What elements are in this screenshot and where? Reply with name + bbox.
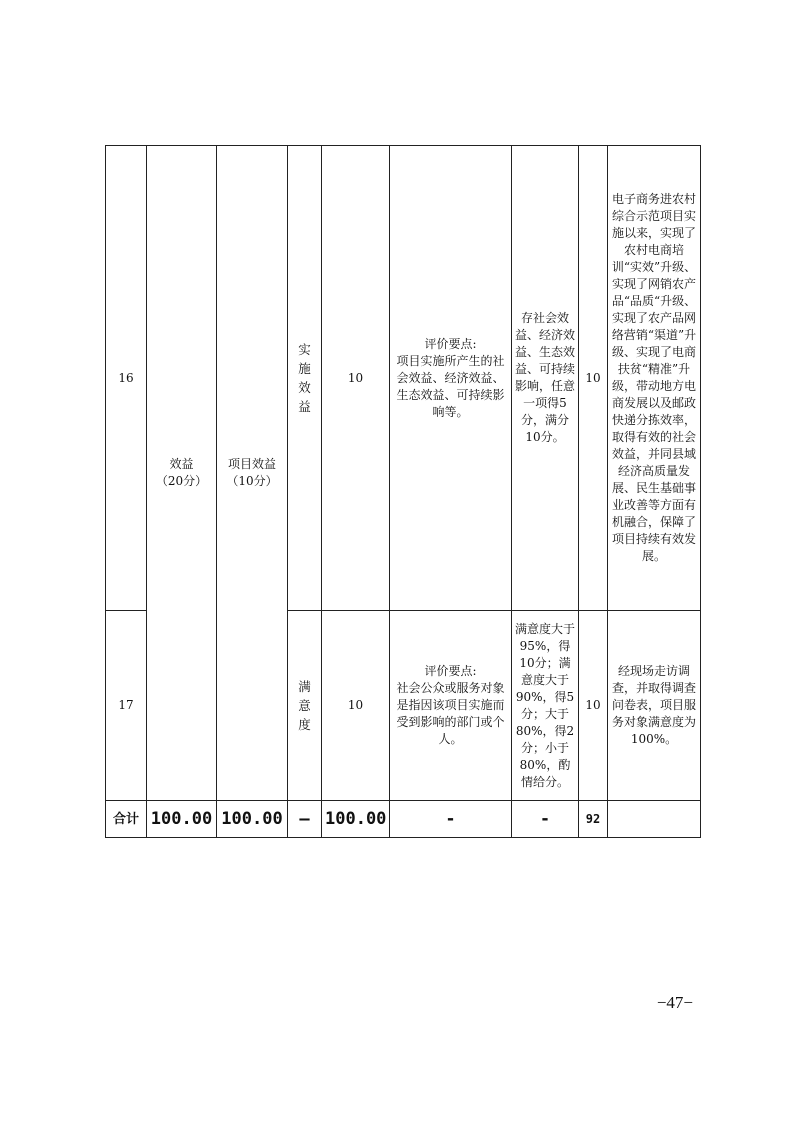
total-level3: — <box>288 801 322 838</box>
score: 10 <box>579 146 608 611</box>
total-row <box>106 801 701 838</box>
level2-score: （10分） <box>226 474 278 488</box>
scoring-rule: 满意度大于95%，得10分；满意度大于90%，得5分；大于80%，得2分；小于80%，酌情给分。 <box>512 611 579 801</box>
level3-indicator <box>288 611 322 801</box>
total-criteria: - <box>390 801 512 838</box>
level3-label: 满意度 <box>298 679 311 732</box>
evaluation-comment: 电子商务进农村综合示范项目实施以来，实现了农村电商培训“实效”升级、实现了网销农产品“品质“升级、实现了农产品网络营销“渠道”升级、实现了电商扶贫“精准”升级，带动地方电商发展以及邮政快递分拣效率，取得有效的社会效益，并同县域经济高质量发展、民生基础事业改善等方面有机融合，保障了项目持续有效发展。 <box>608 146 701 611</box>
total-level2: 100.00 <box>217 801 288 838</box>
total-comment <box>608 801 701 838</box>
total-level1: 100.00 <box>147 801 217 838</box>
total-weight: 100.00 <box>322 801 390 838</box>
row-id: 16 <box>106 146 147 611</box>
level1-label: 效益 <box>169 457 194 471</box>
scoring-rule: 存社会效益、经济效益、生态效益、可持续影响，任意一项得5分，满分10分。 <box>512 146 579 611</box>
evaluation-criteria: 评价要点: 项目实施所产生的社会效益、经济效益、生态效益、可持续影响等。 <box>390 146 512 611</box>
row-id: 17 <box>106 611 147 801</box>
evaluation-comment: 经现场走访调查，并取得调查问卷表，项目服务对象满意度为100%。 <box>608 611 701 801</box>
evaluation-table <box>105 145 701 838</box>
score: 10 <box>579 611 608 801</box>
level3-indicator <box>288 146 322 611</box>
level2-indicator <box>217 146 288 801</box>
total-label: 合计 <box>106 801 147 838</box>
total-scoring: - <box>512 801 579 838</box>
total-score: 92 <box>579 801 608 838</box>
level2-label: 项目效益 <box>227 457 276 471</box>
level1-indicator <box>147 146 217 801</box>
level1-score: （20分） <box>155 474 208 488</box>
page-number: −47− <box>656 993 693 1012</box>
level3-label: 实施效益 <box>298 342 311 414</box>
indicator-weight: 10 <box>322 146 390 611</box>
evaluation-criteria: 评价要点: 社会公众或服务对象是指因该项目实施而受到影响的部门或个人。 <box>390 611 512 801</box>
indicator-weight: 10 <box>322 611 390 801</box>
table-row <box>106 146 701 611</box>
